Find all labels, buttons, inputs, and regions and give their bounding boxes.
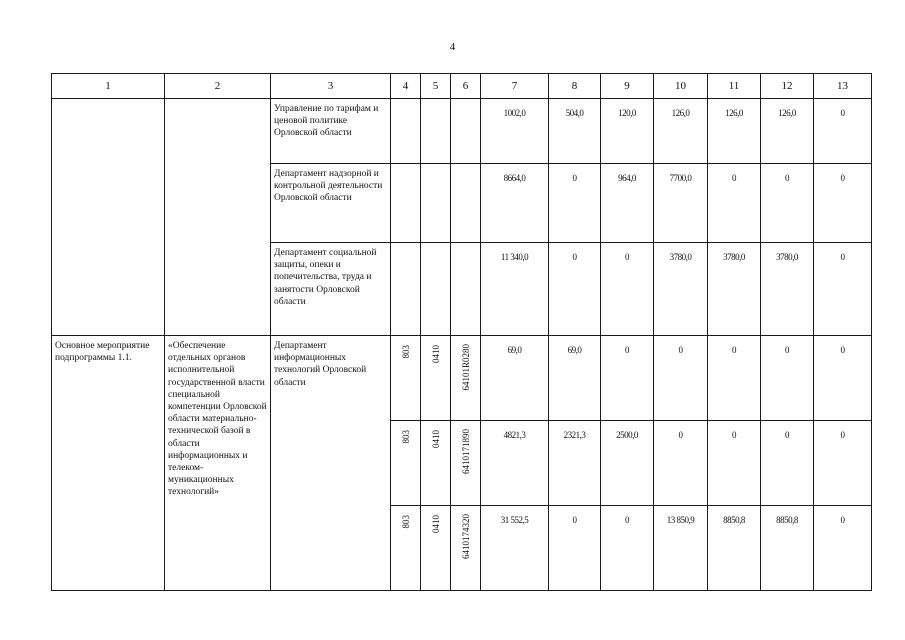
value-cell: 0 (814, 506, 872, 591)
empty-cell (451, 164, 481, 243)
code-cell (391, 421, 421, 506)
value-cell: 3780,0 (708, 243, 761, 336)
department-cell: Управление по тарифам и ценовой политике Орловской области (271, 99, 391, 164)
value-cell: 8664,0 (481, 164, 549, 243)
value-cell: 0 (761, 164, 814, 243)
code-cell (391, 336, 421, 421)
value-cell: 0 (708, 421, 761, 506)
value-cell: 0 (814, 164, 872, 243)
activity-description-cell: «Обеспечение отдельных органов исполнительной государственной власти специальной компетенции Орловской области материально-технической базой в области информационных и телеком-муникационных технологий» (165, 336, 271, 591)
col-header: 11 (708, 74, 761, 99)
value-cell: 2321,3 (549, 421, 601, 506)
value-cell: 69,0 (549, 336, 601, 421)
value-cell: 1002,0 (481, 99, 549, 164)
value-cell: 13 850,9 (654, 506, 708, 591)
col-header: 2 (165, 74, 271, 99)
value-cell: 0 (814, 336, 872, 421)
empty-cell (52, 99, 165, 336)
activity-name-cell: Основное мероприятие подпрограммы 1.1. (52, 336, 165, 591)
col-header: 13 (814, 74, 872, 99)
value-cell: 3780,0 (761, 243, 814, 336)
col-header: 6 (451, 74, 481, 99)
value-cell: 126,0 (708, 99, 761, 164)
value-cell: 0 (761, 336, 814, 421)
target-article-code: 6410174320 (460, 514, 471, 559)
empty-cell (391, 164, 421, 243)
col-header: 7 (481, 74, 549, 99)
empty-cell (451, 99, 481, 164)
empty-cell (391, 99, 421, 164)
value-cell: 0 (601, 336, 654, 421)
code-cell (451, 336, 481, 421)
value-cell: 126,0 (761, 99, 814, 164)
value-cell: 0 (814, 421, 872, 506)
empty-cell (421, 164, 451, 243)
table-row (52, 336, 872, 421)
value-cell: 11 340,0 (481, 243, 549, 336)
col-header: 8 (549, 74, 601, 99)
col-header: 9 (601, 74, 654, 99)
col-header: 1 (52, 74, 165, 99)
value-cell: 0 (654, 336, 708, 421)
code-cell (451, 421, 481, 506)
value-cell: 8850,8 (761, 506, 814, 591)
value-cell: 7700,0 (654, 164, 708, 243)
value-cell: 120,0 (601, 99, 654, 164)
section-code: 0410 (430, 345, 441, 363)
value-cell: 0 (814, 99, 872, 164)
value-cell: 0 (761, 421, 814, 506)
empty-cell (421, 243, 451, 336)
col-header: 10 (654, 74, 708, 99)
empty-cell (451, 243, 481, 336)
header-row (52, 74, 872, 99)
empty-cell (421, 99, 451, 164)
target-article-code: 64101R0280 (460, 344, 471, 391)
department-cell: Департамент социальной защиты, опеки и попечительства, труда и занятости Орловской области (271, 243, 391, 336)
budget-table (51, 73, 872, 591)
value-cell: 2500,0 (601, 421, 654, 506)
value-cell: 964,0 (601, 164, 654, 243)
section-code: 0410 (430, 515, 441, 533)
value-cell: 31 552,5 (481, 506, 549, 591)
col-header: 4 (391, 74, 421, 99)
value-cell: 0 (549, 164, 601, 243)
value-cell: 0 (708, 336, 761, 421)
grbs-code: 803 (400, 430, 411, 444)
value-cell: 0 (654, 421, 708, 506)
department-cell: Департамент информационных технологий Орловской области (271, 336, 391, 591)
department-cell: Департамент надзорной и контрольной деятельности Орловской области (271, 164, 391, 243)
code-cell (391, 506, 421, 591)
value-cell: 0 (549, 243, 601, 336)
value-cell: 69,0 (481, 336, 549, 421)
col-header: 12 (761, 74, 814, 99)
empty-cell (165, 99, 271, 336)
col-header: 5 (421, 74, 451, 99)
target-article-code: 6410171890 (460, 429, 471, 474)
value-cell: 0 (601, 506, 654, 591)
grbs-code: 803 (400, 345, 411, 359)
value-cell: 3780,0 (654, 243, 708, 336)
code-cell (421, 506, 451, 591)
value-cell: 0 (708, 164, 761, 243)
value-cell: 504,0 (549, 99, 601, 164)
code-cell (421, 336, 451, 421)
empty-cell (391, 243, 421, 336)
value-cell: 126,0 (654, 99, 708, 164)
value-cell: 0 (549, 506, 601, 591)
code-cell (451, 506, 481, 591)
value-cell: 0 (601, 243, 654, 336)
page-number: 4 (449, 41, 456, 53)
col-header: 3 (271, 74, 391, 99)
value-cell: 8850,8 (708, 506, 761, 591)
value-cell: 4821,3 (481, 421, 549, 506)
value-cell: 0 (814, 243, 872, 336)
section-code: 0410 (430, 430, 441, 448)
code-cell (421, 421, 451, 506)
grbs-code: 803 (400, 515, 411, 529)
table-row (52, 99, 872, 164)
